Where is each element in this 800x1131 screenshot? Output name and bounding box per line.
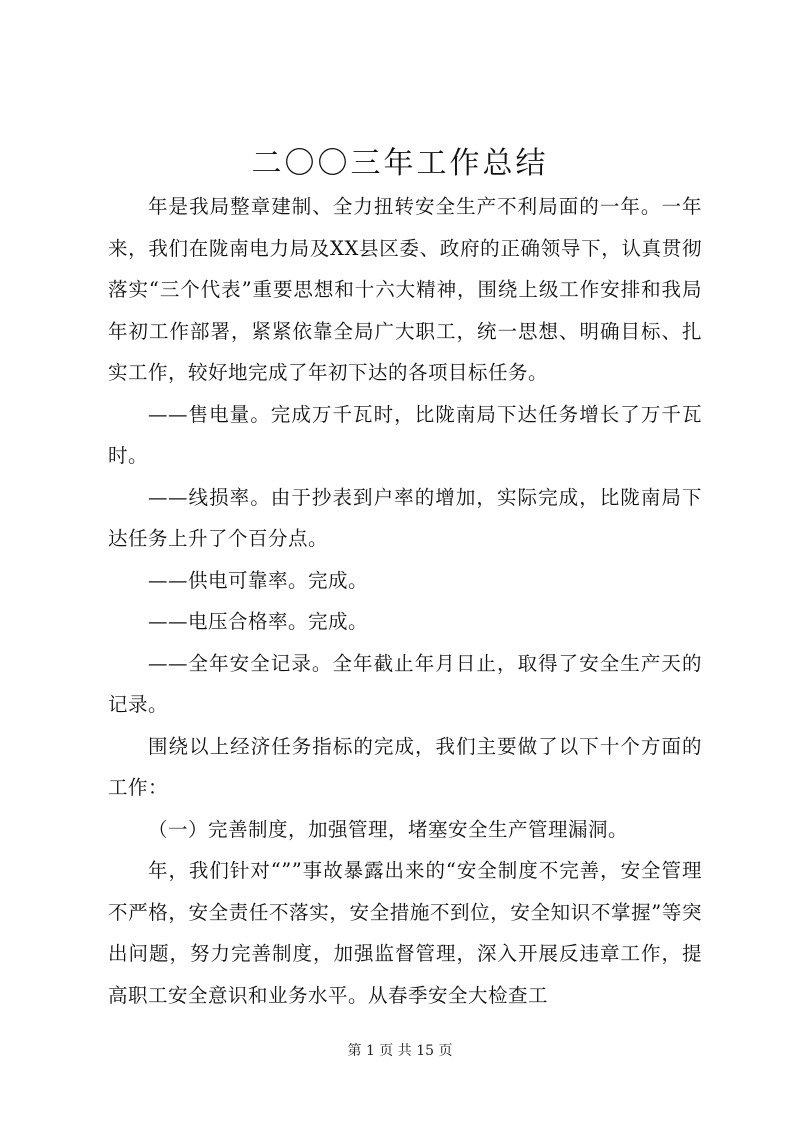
paragraph-safety-record: ——全年安全记录。全年截止年月日止，取得了安全生产天的记录。 [108, 651, 702, 716]
paragraph-voltage: ——电压合格率。完成。 [148, 610, 369, 633]
paragraph-summary: 围绕以上经济任务指标的完成，我们主要做了以下十个方面的工作： [108, 734, 702, 799]
document-title: 二〇〇三年工作总结 [251, 146, 549, 181]
paragraph-sales: ——售电量。完成万千瓦时，比陇南局下达任务增长了万千瓦时。 [108, 402, 702, 467]
document-body [108, 186, 702, 1016]
paragraph-intro: 年是我局整章建制、全力扭转安全生产不利局面的一年。一年来，我们在陇南电力局及XX县区委、政府的正确领导下，认真贯彻落实“三个代表”重要思想和十六大精神，围绕上级工作安排和我局年初工作部署，紧紧依靠全局广大职工，统一思想、明确目标、扎实工作，较好地完成了年初下达的各项目标任务。 [108, 195, 702, 384]
page-footer: 第 1 页 共 15 页 [347, 1043, 453, 1059]
paragraph-section-1: 年，我们针对“””事故暴露出来的“安全制度不完善，安全管理不严格，安全责任不落实，安全措施不到位，安全知识不掌握”等突出问题，努力完善制度，加强监督管理，深入开展反违章工作，提高职工安全意识和业务水平。从春季安全大检查工 [108, 859, 702, 1007]
paragraph-line-loss: ——线损率。由于抄表到户率的增加，实际完成，比陇南局下达任务上升了个百分点。 [108, 485, 702, 550]
paragraph-reliability: ——供电可靠率。完成。 [148, 568, 369, 592]
section-heading-1: （一）完善制度，加强管理，堵塞安全生产管理漏洞。 [148, 817, 629, 841]
